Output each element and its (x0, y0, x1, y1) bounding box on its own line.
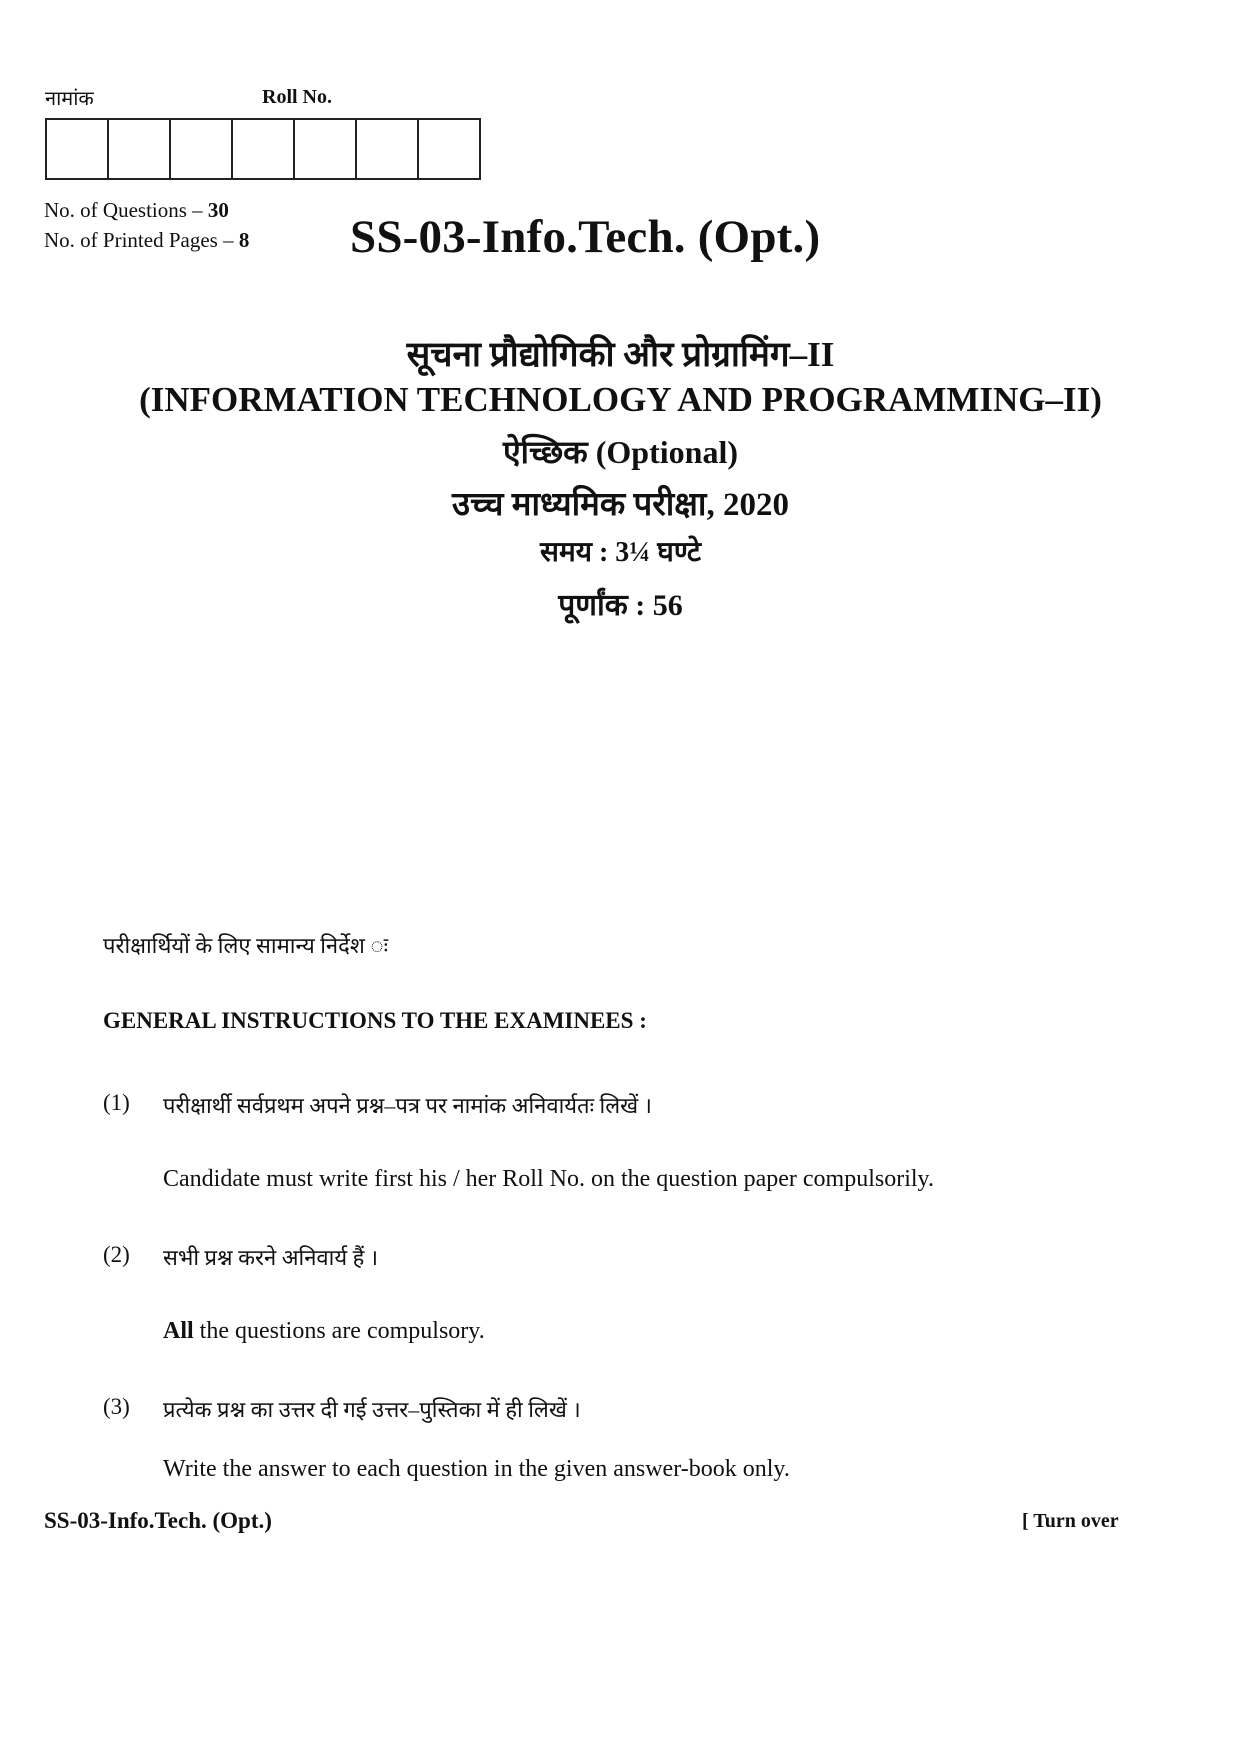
instruction-number: (2) (103, 1242, 130, 1267)
roll-number-label: Roll No. (262, 86, 332, 108)
instruction-emphasis: All (163, 1318, 194, 1344)
page-count (44, 225, 249, 255)
instruction-text-english (163, 1318, 485, 1345)
roll-number-box[interactable] (231, 118, 295, 180)
instructions-heading-english: GENERAL INSTRUCTIONS TO THE EXAMINEES : (103, 1008, 647, 1033)
subject-title-hindi: सूचना प्रौद्योगिकी और प्रोग्रामिंग–II (406, 335, 835, 374)
roll-number-label-hindi: नामांक (45, 88, 94, 110)
instruction-text-english (163, 1166, 934, 1193)
footer-paper-code: SS-03-Info.Tech. (Opt.) (44, 1508, 272, 1533)
instruction-text-hindi: सभी प्रश्न करने अनिवार्य हैं । (163, 1245, 379, 1270)
instructions-heading-hindi: परीक्षार्थियों के लिए सामान्य निर्देश ः (103, 933, 389, 958)
question-count (44, 195, 249, 225)
optional-label: ऐच्छिक (Optional) (502, 434, 738, 470)
turn-over-note: [ Turn over (1022, 1510, 1119, 1532)
question-count-label: No. of Questions – (44, 198, 208, 222)
instruction-text-hindi: परीक्षार्थी सर्वप्रथम अपने प्रश्न–पत्र पर नामांक अनिवार्यतः लिखें । (163, 1093, 652, 1118)
roll-number-box[interactable] (417, 118, 481, 180)
paper-meta (44, 195, 249, 255)
question-count-value: 30 (207, 198, 229, 222)
exam-time: समय : 3¼ घण्टे (540, 537, 701, 568)
roll-number-box[interactable] (293, 118, 357, 180)
roll-number-boxes (45, 118, 481, 180)
roll-number-box[interactable] (45, 118, 109, 180)
exam-name: उच्च माध्यमिक परीक्षा, 2020 (452, 487, 789, 523)
instruction-number: (3) (103, 1394, 130, 1419)
subject-title-english: (INFORMATION TECHNOLOGY AND PROGRAMMING–II) (139, 380, 1102, 419)
instruction-number: (1) (103, 1090, 130, 1115)
roll-number-box[interactable] (107, 118, 171, 180)
paper-code-title: SS-03-Info.Tech. (Opt.) (350, 211, 821, 263)
instruction-english-body: Candidate must write first his / her Roll No. on the question paper compulsorily. (163, 1166, 934, 1192)
instruction-text-hindi: प्रत्येक प्रश्न का उत्तर दी गई उत्तर–पुस्तिका में ही लिखें । (163, 1397, 581, 1422)
page-count-label: No. of Printed Pages – (44, 228, 239, 252)
instruction-english-body: the questions are compulsory. (193, 1318, 485, 1344)
max-marks: पूर्णांक : 56 (558, 589, 683, 622)
roll-number-box[interactable] (169, 118, 233, 180)
roll-number-box[interactable] (355, 118, 419, 180)
page-count-value: 8 (238, 228, 250, 252)
instruction-text-english (163, 1456, 790, 1483)
instruction-english-body: Write the answer to each question in the given answer-book only. (163, 1456, 790, 1482)
